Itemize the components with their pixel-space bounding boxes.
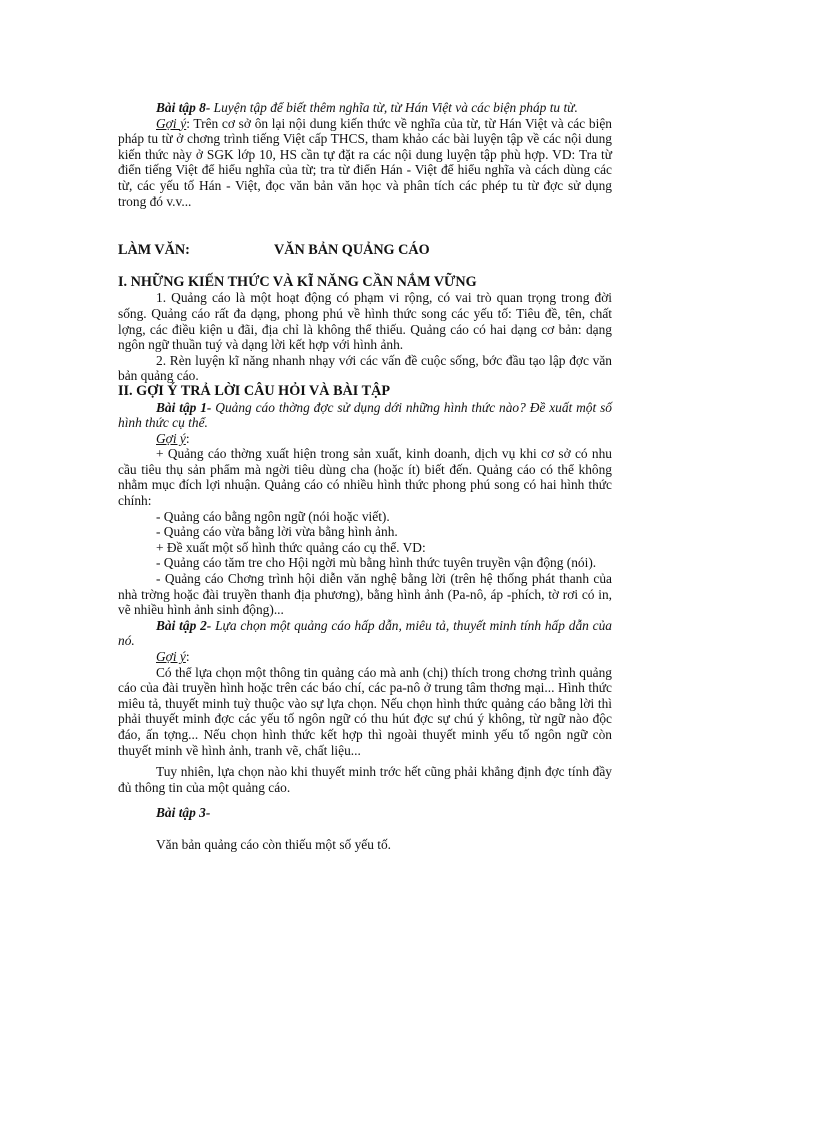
exercise-2-hint-label: Gợi ý — [156, 649, 186, 664]
exercise-1-label: Bài tập 1- — [156, 399, 212, 415]
exercise-1-title — [118, 400, 612, 431]
part-1-heading: I. NHỮNG KIẾN THỨC VÀ KĨ NĂNG CẦN NẮM VỮNG — [118, 273, 477, 290]
part-2-heading: II. GỢI Ý TRẢ LỜI CÂU HỎI VÀ BÀI TẬP — [118, 382, 390, 399]
exercise-1-line: - Quảng cáo bằng ngôn ngữ (nói hoặc viết). — [156, 508, 390, 524]
part-1-paragraph-2: 2. Rèn luyện kĩ năng nhanh nhạy với các vấn đề cuộc sống, bớc đầu tạo lập đợc văn bản quảng cáo. — [118, 352, 612, 384]
section-title-left: LÀM VĂN: — [118, 242, 190, 259]
exercise-1-hint-label: Gợi ý — [156, 430, 186, 446]
exercise-1-line: - Quảng cáo Chơng trình hội diễn văn nghệ bằng lời (trên hệ thống phát thanh của nhà trờng hoặc đài truyền thanh địa phương), bằng hình ảnh (Pa-nô, áp -phích, tờ rơi có in, vẽ nhiều hình ảnh sinh động)... — [118, 571, 612, 618]
exercise-2-title — [118, 618, 612, 649]
exercise-2-hint-colon: : — [185, 649, 190, 664]
document-page — [118, 100, 612, 853]
exercise-1-hint-colon: : — [185, 430, 190, 446]
exercise-8-hint-text: : Trên cơ sở ôn lại nội dung kiến thức về nghĩa của từ, từ Hán Việt và các biện pháp tu từ ở chơng trình tiếng Việt cấp THCS, tham khảo các bài luyện tập về các nội dung kiến thức này ở SGK lớp 10, HS cần tự đặt ra các nội dung luyện tập phù hợp. VD: Tra từ điển tiếng Việt để hiểu nghĩa của từ; tra từ điển Hán - Việt để hiểu nghĩa và cách dùng các từ, các yếu tố Hán - Việt, đọc văn bản văn học và phân tích các phép tu từ đợc sử dụng trong đó v.v... — [118, 115, 612, 209]
exercise-1-text: Quảng cáo thờng đợc sử dụng dới những hình thức nào? Đề xuất một số hình thức cụ thể. — [118, 399, 613, 431]
exercise-8-label: Bài tập 8- — [156, 100, 211, 115]
exercise-8-hint-label: Gợi ý — [156, 115, 187, 131]
exercise-3-text: Văn bản quảng cáo còn thiếu một số yếu tố. — [156, 836, 392, 852]
exercise-8-title — [118, 100, 612, 116]
section-title-right: VĂN BẢN QUẢNG CÁO — [274, 242, 430, 259]
exercise-2-hint — [118, 649, 612, 665]
exercise-1-line: + Đề xuất một số hình thức quảng cáo cụ thể. VD: — [156, 539, 426, 555]
exercise-8-hint — [118, 116, 612, 210]
exercise-2-label: Bài tập 2- — [156, 617, 212, 633]
exercise-1-line: - Quảng cáo vừa bằng lời vừa bằng hình ảnh. — [156, 524, 398, 540]
exercise-1-line: - Quảng cáo tăm tre cho Hội ngời mù bằng hình thức tuyên truyền vận động (nói). — [156, 555, 597, 571]
exercise-1-hint — [118, 431, 612, 447]
exercise-2-paragraph-1: Có thể lựa chọn một thông tin quảng cáo mà anh (chị) thích trong chơng trình quảng cáo của đài truyền hình hoặc trên các báo chí, các pa-nô ở trung tâm thơng mại... Hình thức miêu tả, thuyết minh tuỳ thuộc vào sự lựa chọn. Nếu chọn hình thức quảng cáo bằng lời thì phải thuyết minh đợc các yếu tố ngôn ngữ có thu hút đợc sự chú ý không, từ ngữ nào độc đáo, ấn tợng... Nếu chọn hình thức kết hợp thì ngoài thuyết minh yếu tố ngôn ngữ còn thuyết minh về hình ảnh, tranh vẽ, chất liệu... — [118, 664, 612, 758]
section-title — [118, 243, 612, 259]
exercise-3-label: Bài tập 3- — [156, 805, 211, 821]
exercise-1-line: + Quảng cáo thờng xuất hiện trong sản xuất, kinh doanh, dịch vụ khi cơ sở có nhu cầu tiêu thụ sản phẩm mà ngời tiêu dùng cha (hoặc ít) biết đến. Quảng cáo có thể không nhằm mục đích lợi nhuận. Quảng cáo có nhiều hình thức phong phú song có hai hình thức chính: — [118, 446, 612, 509]
exercise-2-paragraph-2: Tuy nhiên, lựa chọn nào khi thuyết minh trớc hết cũng phải khẳng định đợc tính đầy đủ thông tin của một quảng cáo. — [118, 764, 612, 795]
part-1-paragraph-1: 1. Quảng cáo là một hoạt động có phạm vi rộng, có vai trò quan trọng trong đời sống. Quảng cáo rất đa dạng, phong phú về hình thức song các yếu tố: Tiêu đề, tên, chất lợng, các điều kiện u đãi, địa chỉ là không thể thiếu. Quảng cáo có hai dạng cơ bản: dạng ngôn ngữ thuần tuý và dạng lời kết hợp với hình ảnh. — [118, 290, 612, 353]
exercise-8-text: Luyện tập để biết thêm nghĩa từ, từ Hán Việt và các biện pháp tu từ. — [210, 100, 578, 115]
exercise-2-text: Lựa chọn một quảng cáo hấp dẫn, miêu tả, thuyết minh tính hấp dẫn của nó. — [118, 617, 612, 649]
